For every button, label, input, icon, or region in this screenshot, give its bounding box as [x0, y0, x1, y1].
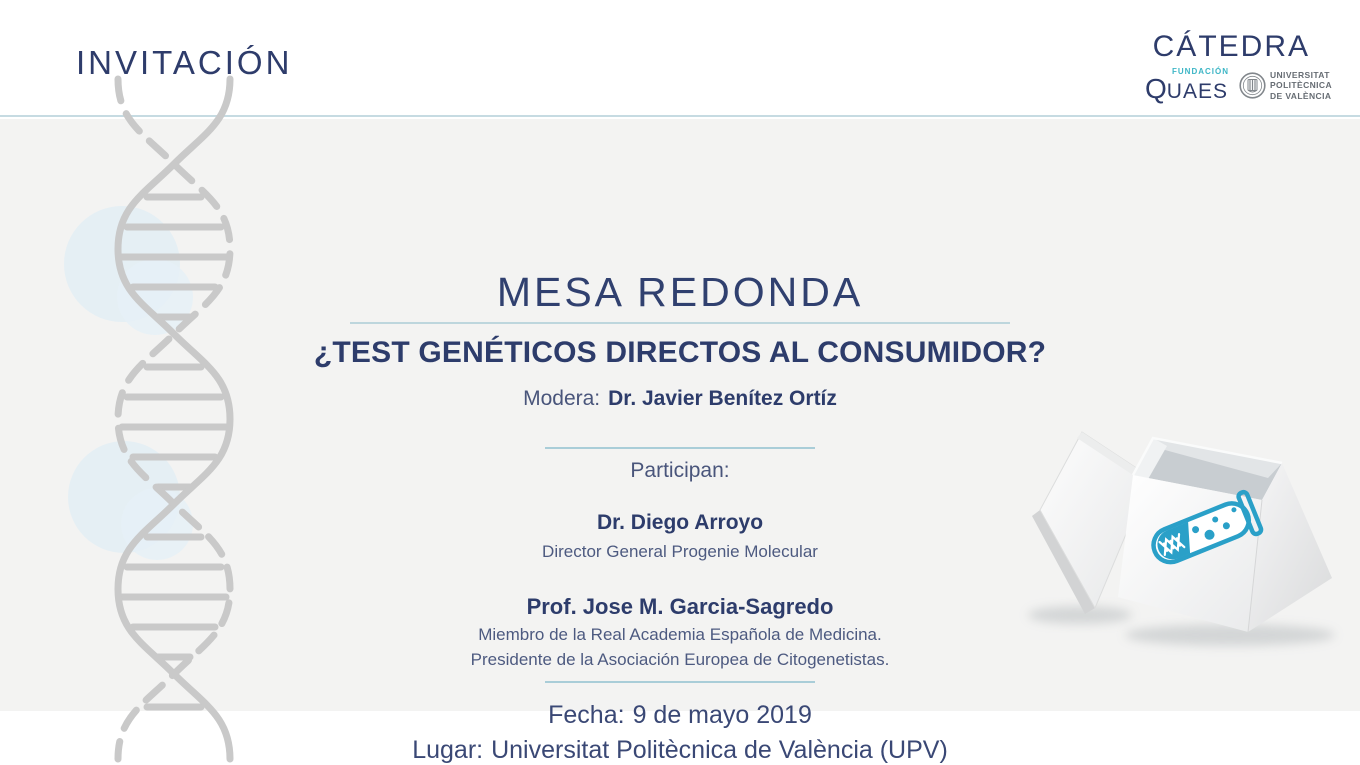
- brand-logos-row: [1145, 67, 1332, 104]
- upv-text-line3: DE VALÈNCIA: [1269, 90, 1332, 101]
- session-type-title: MESA REDONDA: [496, 269, 864, 315]
- participant-role: Director General Progenie Molecular: [542, 542, 818, 561]
- event-title: ¿TEST GENÉTICOS DIRECTOS AL CONSUMIDOR?: [313, 336, 1047, 369]
- dna-helix-graphic: [55, 119, 305, 711]
- upv-logo-text: [1270, 70, 1332, 101]
- date-value: 9 de mayo 2019: [632, 701, 812, 729]
- upv-text-line2: POLITÈCNICA: [1269, 80, 1332, 91]
- quaes-q-letter: Q: [1145, 73, 1167, 104]
- venue-line: [0, 736, 1360, 765]
- moderator-name: Dr. Javier Benítez Ortíz: [608, 387, 837, 410]
- moderator-line: [0, 387, 1360, 411]
- participants-label: Participan:: [630, 459, 730, 482]
- content-area: [0, 119, 1360, 764]
- participant-name: Prof. Jose M. Garcia-Sagredo: [526, 594, 834, 619]
- quaes-letters: UAES: [1166, 80, 1228, 103]
- title-divider: [350, 322, 1010, 324]
- participant-name: Dr. Diego Arroyo: [596, 511, 764, 534]
- date-line: [0, 701, 1360, 730]
- participant-role: Miembro de la Real Academia Española de Medicina.: [478, 625, 882, 644]
- venue-label: Lugar:: [412, 736, 484, 764]
- header-band: [0, 0, 1360, 117]
- participants-divider: [545, 447, 815, 449]
- invitation-title: INVITACIÓN: [76, 44, 293, 81]
- upv-logo: [1239, 70, 1332, 101]
- brand-block: [1145, 30, 1332, 104]
- moderator-label: Modera:: [523, 387, 601, 410]
- fundacion-label: FUNDACIÓN: [1172, 67, 1230, 76]
- catedra-logo-text: CÁTEDRA: [1152, 30, 1310, 63]
- quaes-logo: [1145, 67, 1228, 104]
- date-label: Fecha:: [548, 701, 625, 729]
- venue-value: Universitat Politècnica de València (UPV): [491, 736, 948, 764]
- details-divider: [545, 681, 815, 683]
- participant-role: Presidente de la Asociación Europea de Citogenetistas.: [470, 650, 890, 669]
- upv-seal-icon: [1239, 72, 1266, 99]
- upv-text-line1: UNIVERSITAT: [1269, 70, 1330, 81]
